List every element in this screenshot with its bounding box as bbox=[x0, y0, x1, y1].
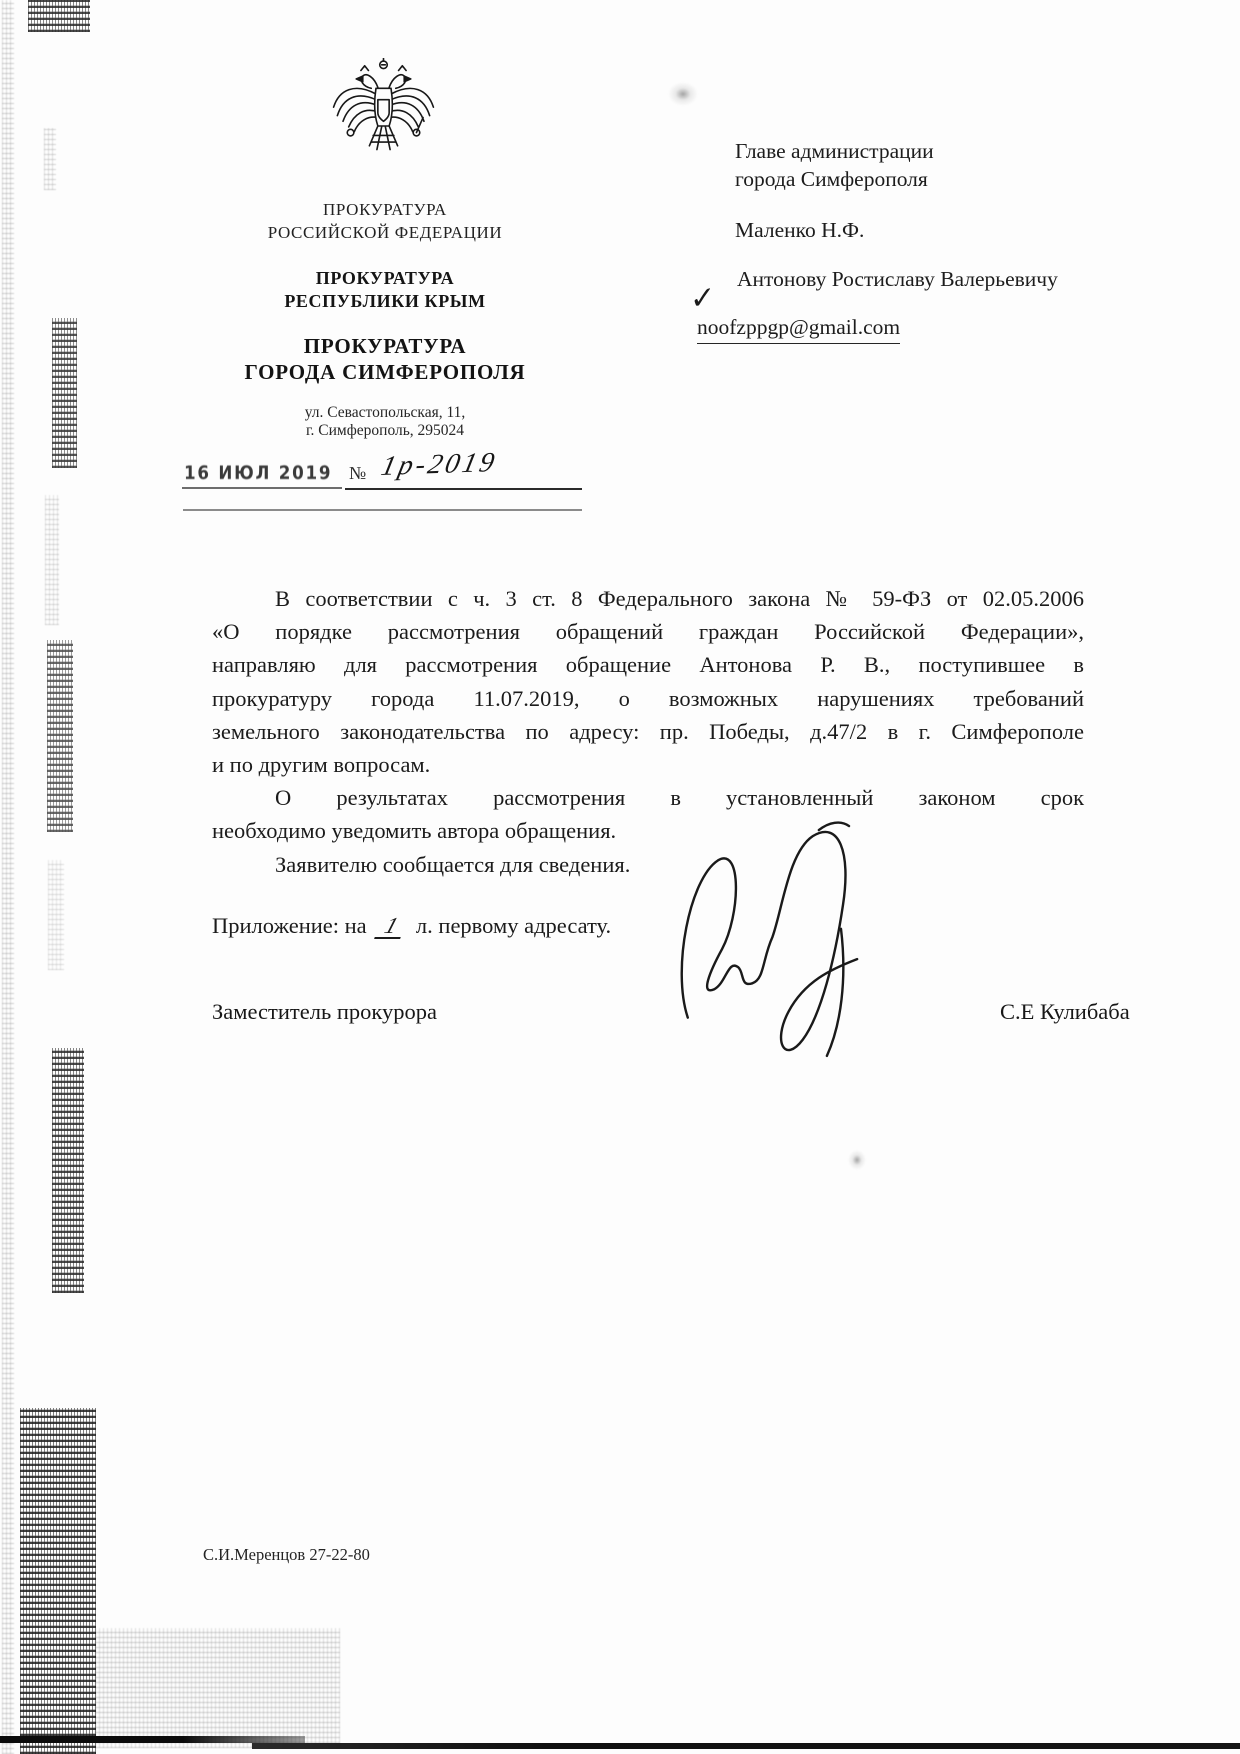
scan-noise-top-left bbox=[28, 0, 90, 32]
recipient-addressee-1: Маленко Н.Ф. bbox=[735, 218, 865, 242]
scan-noise-left-edge bbox=[2, 0, 14, 1754]
stamp-underline bbox=[182, 487, 342, 489]
recipient-email: noofzppgp@gmail.com bbox=[697, 314, 900, 344]
signer-name: С.Е Кулибаба bbox=[1000, 999, 1130, 1024]
org-address-line1: ул. Севастопольская, 11, bbox=[304, 404, 466, 421]
signer-position: Заместитель прокурора bbox=[212, 999, 437, 1024]
attachment-prefix: Приложение: на bbox=[212, 913, 367, 938]
org-republic-line1: ПРОКУРАТУРА bbox=[315, 268, 455, 288]
scan-smudge bbox=[668, 82, 698, 106]
scan-noise-blob bbox=[45, 495, 59, 625]
body-paragraph-1: В соответствии с ч. 3 ст. 8 Федерального закона № 59-ФЗ от 02.05.2006 «О порядке рассмотрения обращений граждан Российской Федерации», направляю для рассмотрения обращение Антонова Р. В., поступившее в прокуратуру города 11.07.2019, о возможных нарушениях требований земельного законодательства по адресу: пр. Победы, д.47/2 в г. Симферополе и по другим вопросам. bbox=[212, 586, 1084, 778]
org-address bbox=[185, 404, 585, 440]
attachment-sheets-handwritten: 1 bbox=[374, 915, 408, 939]
scan-noise-blob bbox=[52, 1048, 84, 1293]
scan-noise-blob bbox=[48, 860, 64, 970]
executor-contact: С.И.Меренцов 27-22-80 bbox=[203, 1545, 370, 1564]
recipient-line1: Главе администрации bbox=[735, 139, 934, 163]
org-address-line2: г. Симферополь, 295024 bbox=[305, 422, 465, 439]
scan-noise-blob bbox=[44, 128, 56, 190]
scan-noise-blob bbox=[47, 640, 73, 832]
org-republic-line2: РЕСПУБЛИКИ КРЫМ bbox=[284, 291, 486, 311]
recipient-organization bbox=[735, 138, 934, 193]
outgoing-number-handwritten: 1р-2019 bbox=[378, 447, 501, 482]
scan-noise-bottom-speckle bbox=[95, 1628, 340, 1748]
letterhead-rule bbox=[183, 509, 582, 511]
checkmark-icon: ✓ bbox=[690, 279, 716, 318]
body-paragraph-3: Заявителю сообщается для сведения. bbox=[275, 851, 631, 877]
org-city-name bbox=[185, 334, 585, 385]
scan-bottom-line-left bbox=[0, 1736, 305, 1743]
org-republic-name bbox=[185, 267, 585, 313]
recipient-addressee-2: Антонову Ростиславу Валерьевичу bbox=[737, 267, 1058, 291]
signature-scribble bbox=[668, 818, 888, 1070]
date-stamp: 16 ИЮЛ 2019 bbox=[184, 462, 333, 484]
org-city-line2: ГОРОДА СИМФЕРОПОЛЯ bbox=[244, 359, 526, 384]
attachment-line bbox=[212, 913, 611, 939]
number-underline bbox=[345, 488, 582, 490]
org-federation-line2: РОССИЙСКОЙ ФЕДЕРАЦИИ bbox=[267, 222, 503, 242]
letter-body bbox=[212, 582, 1084, 881]
org-city-line1: ПРОКУРАТУРА bbox=[303, 334, 467, 358]
org-federation-line1: ПРОКУРАТУРА bbox=[323, 200, 447, 219]
number-sign: № bbox=[349, 463, 367, 483]
org-federation-name bbox=[185, 199, 585, 244]
scan-bottom-line bbox=[252, 1743, 1240, 1749]
recipient-line2: города Симферополя bbox=[735, 166, 928, 191]
coat-of-arms-eagle-icon bbox=[327, 58, 440, 162]
body-paragraph-2: О результатах рассмотрения в установленный законом срок необходимо уведомить автора обращения. bbox=[212, 785, 1084, 844]
scan-noise-blob bbox=[52, 318, 77, 468]
attachment-suffix: л. первому адресату. bbox=[415, 913, 612, 938]
scan-noise-bottom-left bbox=[20, 1408, 96, 1754]
scan-smudge bbox=[848, 1150, 866, 1170]
